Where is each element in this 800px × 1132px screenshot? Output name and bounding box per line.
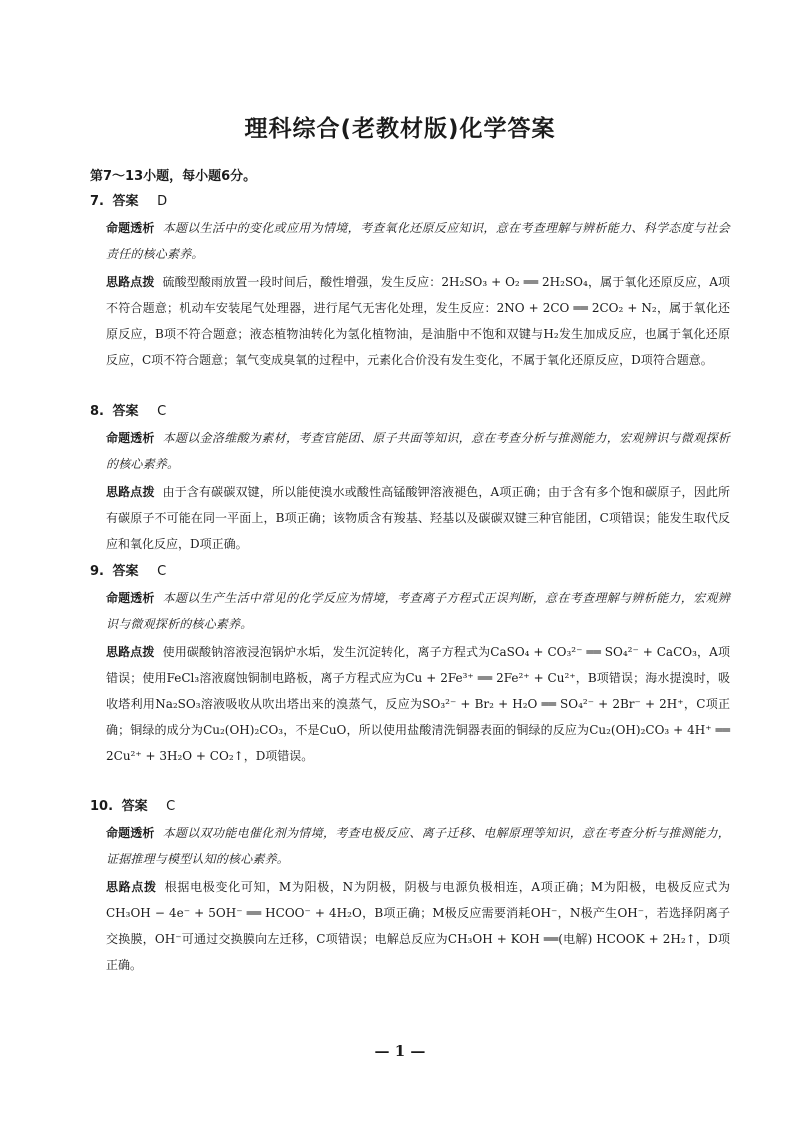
answer-value: C bbox=[157, 564, 167, 579]
analysis-label: 命题透析 bbox=[106, 221, 155, 235]
answer-label: 答案 bbox=[112, 404, 139, 419]
answer-value: C bbox=[157, 404, 167, 419]
analysis-label: 命题透析 bbox=[106, 431, 155, 445]
analysis-text: 本题以生活中的变化或应用为情境，考查氧化还原反应知识，意在考查理解与辨析能力、科学态度与社会责任的核心素养。 bbox=[106, 221, 730, 261]
hint-text: 硫酸型酸雨放置一段时间后，酸性增强，发生反应：2H₂SO₃ + O₂ ══ 2H₂SO₄，属于氧化还原反应，A项不符合题意；机动车安装尾气处理器，进行尾气无害化处理，发生反应：2NO + 2CO ══ 2CO₂ + N₂，属于氧化还原反应，B项不符合题意；液态植物油转化为氢化植物油，是油脂中不饱和双键与H₂发生加成反应，也属于氧化还原反应，C项不符合题意；氧气变成臭氧的过程中，元素化合价没有发生变化，不属于氧化还原反应，D项符合题意。 bbox=[106, 275, 730, 367]
question-number: 8. bbox=[90, 404, 104, 419]
hint-paragraph bbox=[106, 874, 730, 978]
question-7 bbox=[90, 190, 730, 373]
hint-label: 思路点拨 bbox=[106, 880, 157, 894]
question-number: 7. bbox=[90, 194, 104, 209]
answer-value: D bbox=[157, 194, 168, 209]
analysis-paragraph bbox=[106, 585, 730, 637]
hint-paragraph bbox=[106, 479, 730, 557]
question-header bbox=[90, 400, 730, 419]
answer-label: 答案 bbox=[112, 564, 139, 579]
question-9 bbox=[90, 560, 730, 769]
question-header bbox=[90, 560, 730, 579]
question-8 bbox=[90, 400, 730, 557]
question-number: 10. bbox=[90, 799, 114, 814]
analysis-text: 本题以金洛维酸为素材，考查官能团、原子共面等知识，意在考查分析与推测能力，宏观辨识与微观探析的核心素养。 bbox=[106, 431, 730, 471]
page-number: — 1 — bbox=[374, 1042, 426, 1060]
answer-value: C bbox=[166, 799, 176, 814]
analysis-paragraph bbox=[106, 215, 730, 267]
hint-text: 使用碳酸钠溶液浸泡锅炉水垢，发生沉淀转化，离子方程式为CaSO₄ + CO₃²⁻ ══ SO₄²⁻ + CaCO₃，A项错误；使用FeCl₃溶液腐蚀铜制电路板，离子方程式应为Cu + 2Fe³⁺ ══ 2Fe²⁺ + Cu²⁺，B项错误；海水提溴时，吸收塔利用Na₂SO₃溶液吸收从吹出塔出来的溴蒸气，反应为SO₃²⁻ + Br₂ + H₂O ══ SO₄²⁻ + 2Br⁻ + 2H⁺，C项正确；铜绿的成分为Cu₂(OH)₂CO₃，不是CuO，所以使用盐酸清洗铜器表面的铜绿的反应为Cu₂(OH)₂CO₃ + 4H⁺ ══ 2Cu²⁺ + 3H₂O + CO₂↑，D项错误。 bbox=[106, 645, 730, 763]
question-header bbox=[90, 795, 730, 814]
analysis-text: 本题以双功能电催化剂为情境，考查电极反应、离子迁移、电解原理等知识，意在考查分析与推测能力，证据推理与模型认知的核心素养。 bbox=[106, 826, 730, 866]
question-10 bbox=[90, 795, 730, 978]
answer-label: 答案 bbox=[112, 194, 139, 209]
question-header bbox=[90, 190, 730, 209]
analysis-text: 本题以生产生活中常见的化学反应为情境，考查离子方程式正误判断，意在考查理解与辨析能力，宏观辨识与微观探析的核心素养。 bbox=[106, 591, 730, 631]
hint-paragraph bbox=[106, 639, 730, 769]
hint-label: 思路点拨 bbox=[106, 645, 155, 659]
analysis-paragraph bbox=[106, 425, 730, 477]
hint-label: 思路点拨 bbox=[106, 485, 155, 499]
page-title: 理科综合(老教材版)化学答案 bbox=[244, 116, 556, 142]
section-intro: 第7～13小题，每小题6分。 bbox=[90, 169, 257, 184]
analysis-paragraph bbox=[106, 820, 730, 872]
question-number: 9. bbox=[90, 564, 104, 579]
analysis-label: 命题透析 bbox=[106, 591, 155, 605]
answer-label: 答案 bbox=[121, 799, 148, 814]
hint-text: 由于含有碳碳双键，所以能使溴水或酸性高锰酸钾溶液褪色，A项正确；由于含有多个饱和碳原子，因此所有碳原子不可能在同一平面上，B项正确；该物质含有羧基、羟基以及碳碳双键三种官能团，C项错误；能发生取代反应和氧化反应，D项正确。 bbox=[106, 485, 730, 551]
hint-text: 根据电极变化可知，M为阳极，N为阴极，阴极与电源负极相连，A项正确；M为阳极，电极反应式为CH₃OH − 4e⁻ + 5OH⁻ ══ HCOO⁻ + 4H₂O，B项正确；M极反应需要消耗OH⁻，N极产生OH⁻，若选择阴离子交换膜，OH⁻可通过交换膜向左迁移，C项错误；电解总反应为CH₃OH + KOH ══(电解) HCOOK + 2H₂↑，D项正确。 bbox=[106, 880, 730, 972]
analysis-label: 命题透析 bbox=[106, 826, 155, 840]
hint-label: 思路点拨 bbox=[106, 275, 155, 289]
hint-paragraph bbox=[106, 269, 730, 373]
